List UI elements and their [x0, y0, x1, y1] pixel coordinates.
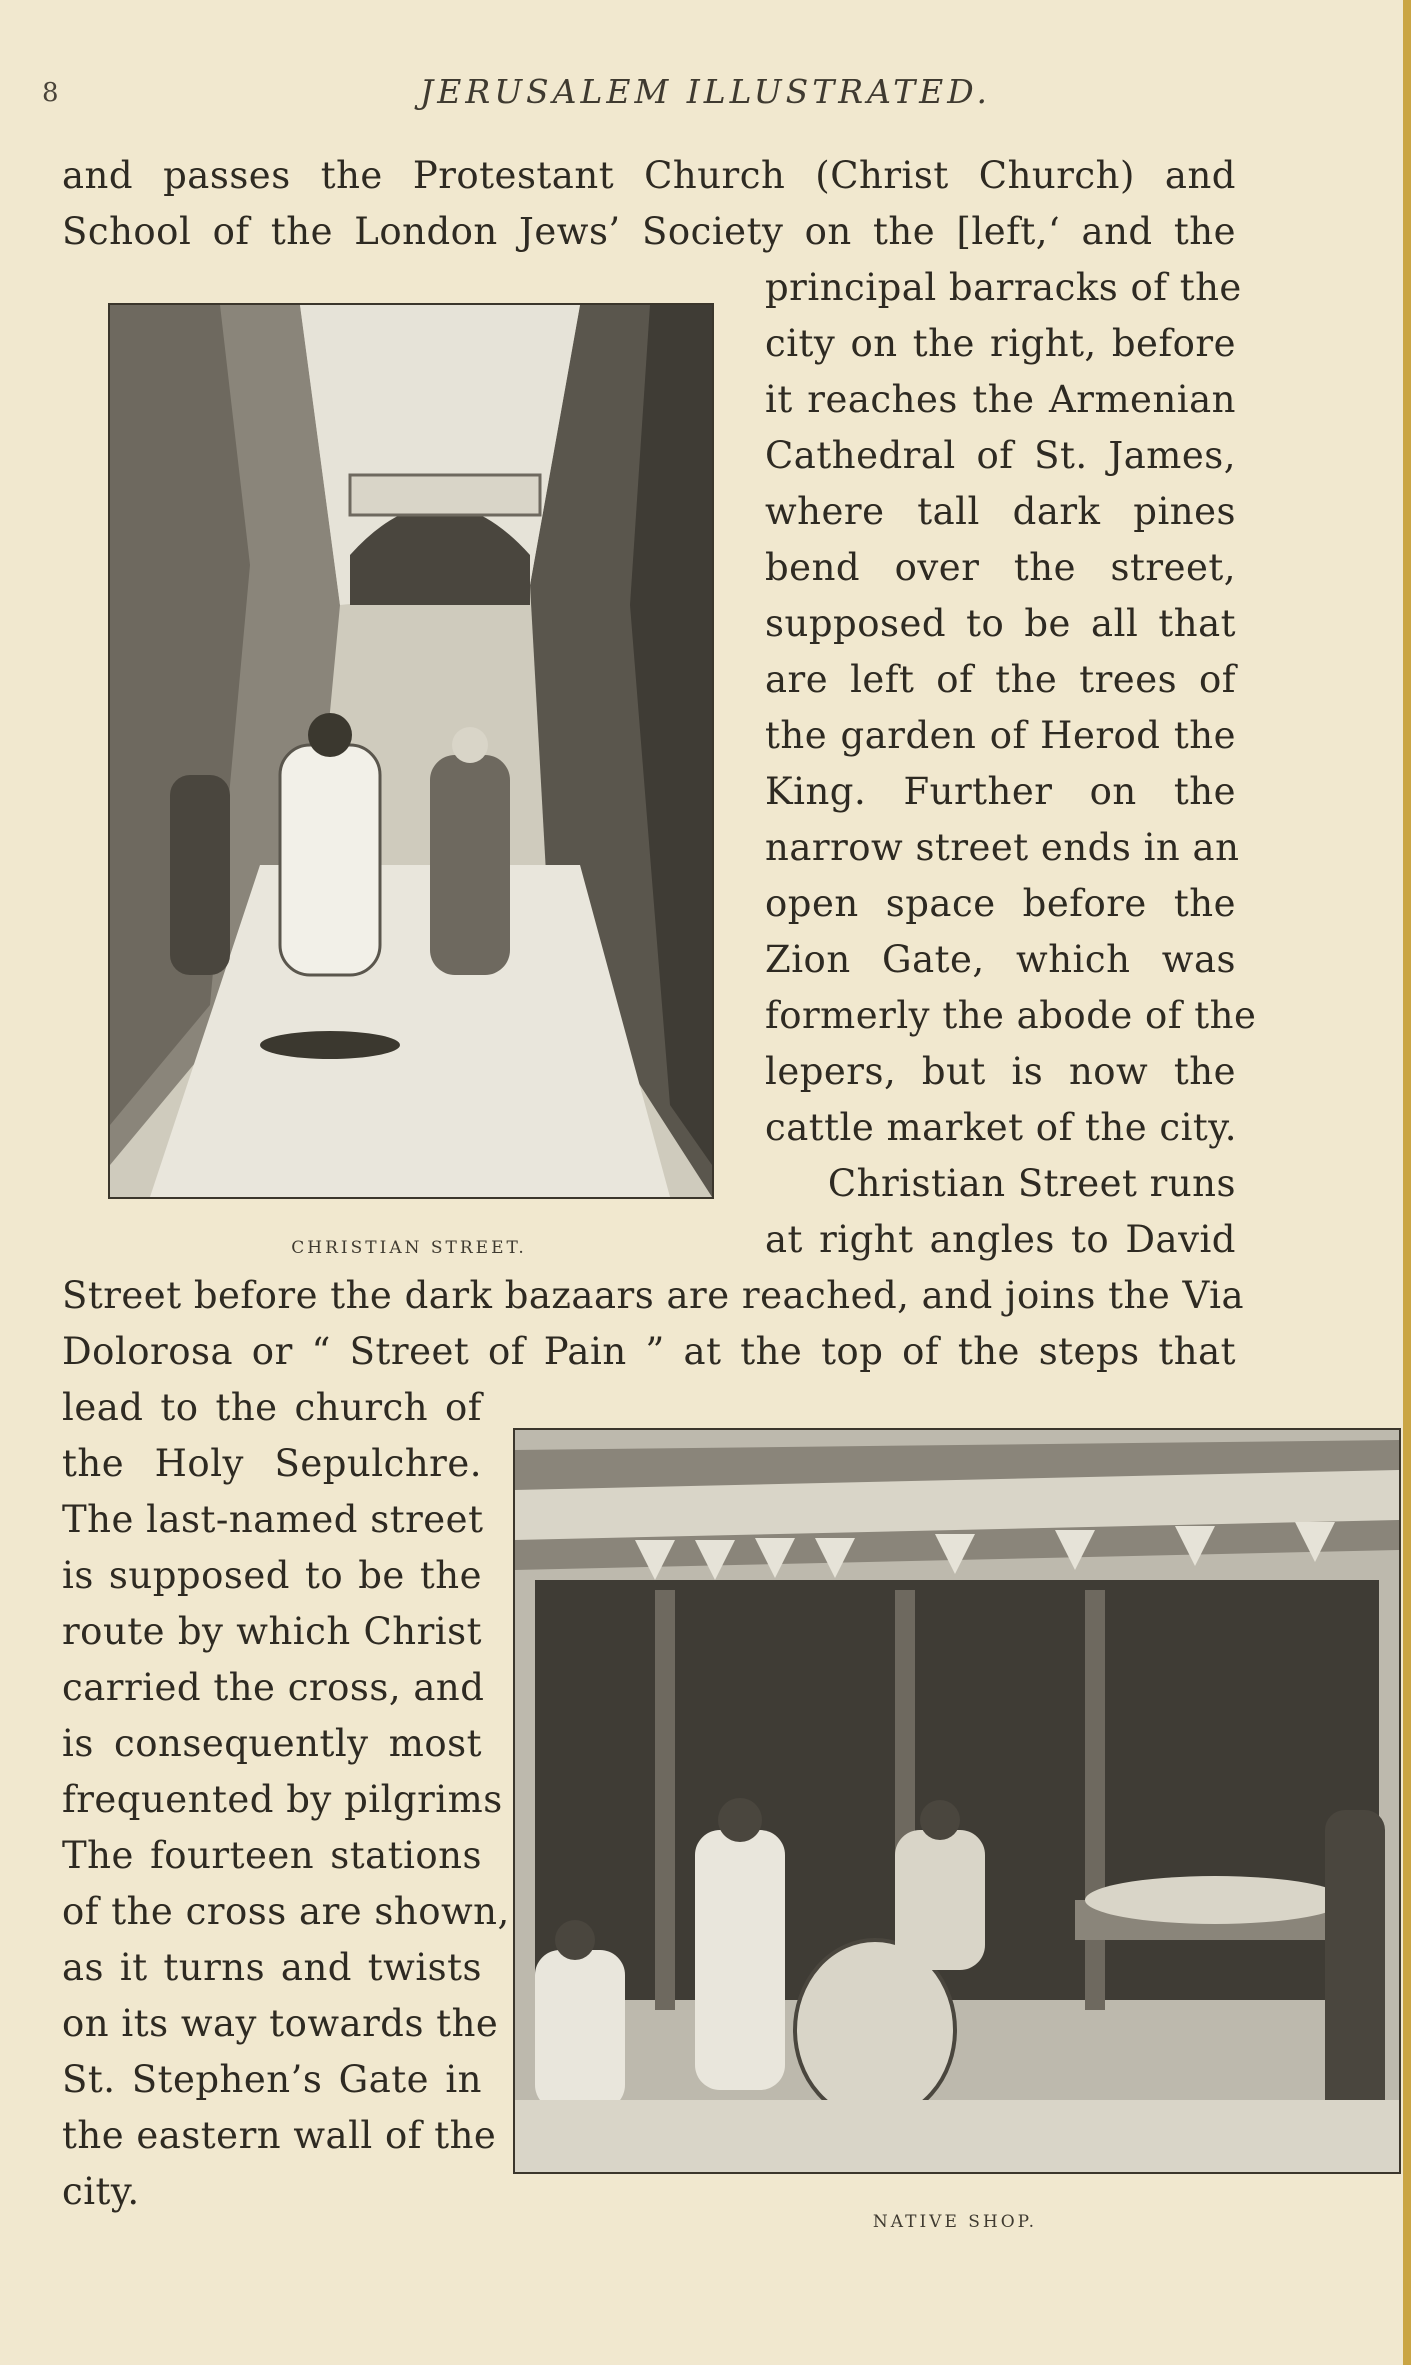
body-line: bend over the street, — [765, 546, 1236, 589]
christian-street-caption: CHRISTIAN STREET. — [291, 1238, 527, 1258]
running-head: JERUSALEM ILLUSTRATED. — [420, 72, 991, 111]
body-line: Dolorosa or “ Street of Pain ” at the top of the steps that — [62, 1330, 1236, 1373]
body-line: route by which Christ — [62, 1610, 482, 1653]
body-line: of the cross are shown, — [62, 1890, 510, 1933]
body-line: Christian Street runs — [827, 1162, 1236, 1205]
body-line: Cathedral of St. James, — [765, 434, 1236, 477]
christian-street-plate — [108, 303, 714, 1199]
body-line: it reaches the Armenian — [765, 378, 1236, 421]
body-line: are left of the trees of — [765, 658, 1236, 701]
body-line: is supposed to be the — [62, 1554, 482, 1597]
body-line: principal barracks of the — [765, 266, 1242, 309]
body-line: the garden of Herod the — [765, 714, 1236, 757]
body-line: the eastern wall of the — [62, 2114, 497, 2157]
body-line: the Holy Sepulchre. — [62, 1442, 482, 1485]
body-line: on its way towards the — [62, 2002, 499, 2045]
body-line: is consequently most — [62, 1722, 482, 1765]
body-line: city. — [62, 2170, 140, 2213]
body-line: at right angles to David — [765, 1218, 1236, 1261]
body-line: frequented by pilgrims — [62, 1778, 503, 1821]
native-shop-image — [515, 1430, 1399, 2172]
body-line: School of the London Jews’ Society on the [left,‘ and the — [62, 210, 1236, 253]
page-edge — [1403, 0, 1411, 2365]
body-line: lepers, but is now the — [765, 1050, 1236, 1093]
body-line: and passes the Protestant Church (Christ Church) and — [62, 154, 1236, 197]
body-line: Street before the dark bazaars are reached, and joins the Via — [62, 1274, 1244, 1317]
christian-street-image — [110, 305, 712, 1197]
body-line: as it turns and twists — [62, 1946, 482, 1989]
body-line: St. Stephen’s Gate in — [62, 2058, 482, 2101]
native-shop-plate — [513, 1428, 1401, 2174]
body-line: lead to the church of — [62, 1386, 482, 1429]
body-line: supposed to be all that — [765, 602, 1236, 645]
native-shop-caption: NATIVE SHOP. — [872, 2212, 1038, 2232]
body-line: carried the cross, and — [62, 1666, 485, 1709]
body-line: city on the right, before — [765, 322, 1236, 365]
body-line: formerly the abode of the — [765, 994, 1257, 1037]
page-number: 8 — [42, 78, 59, 108]
body-line: narrow street ends in an — [765, 826, 1240, 869]
body-line: King. Further on the — [765, 770, 1236, 813]
body-line: where tall dark pines — [765, 490, 1236, 533]
body-line: cattle market of the city. — [765, 1106, 1238, 1149]
body-line: open space before the — [765, 882, 1236, 925]
body-line: Zion Gate, which was — [765, 938, 1236, 981]
body-line: The last-named street — [62, 1498, 484, 1541]
body-line: The fourteen stations — [62, 1834, 482, 1877]
